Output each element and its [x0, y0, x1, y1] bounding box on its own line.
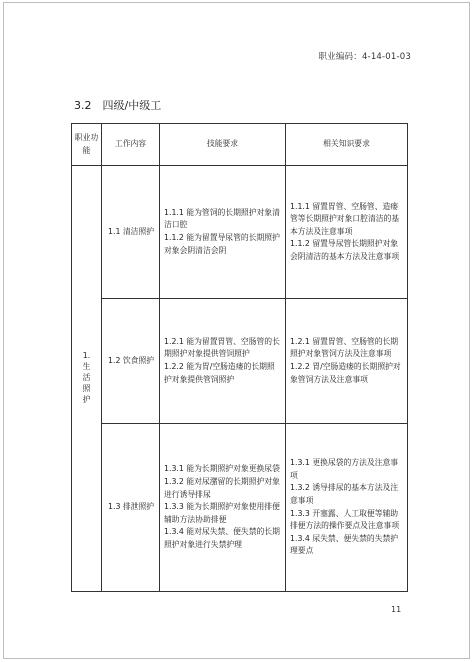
- function-label: 1. 生活照护: [82, 351, 91, 405]
- knowledge-item: 1.1.2 留置导尿管长期照护对象会阴清洁的基本方法及注意事项: [290, 239, 400, 261]
- table-row: [72, 166, 408, 299]
- skill-item: 1.1.2 能为留置导尿管的长期照护对象会阴清洁会阴: [164, 233, 280, 255]
- knowledge-item: 1.3.3 开塞露、人工取便等辅助排便方法的操作要点及注意事项: [290, 508, 400, 531]
- work-content-label: 1.2 饮食照护: [108, 355, 155, 365]
- knowledge-item: 1.1.1 留置胃管、空肠管、造瘘管等长期照护对象口腔清洁的基本方法及注意事项: [290, 201, 400, 236]
- header-knowledge-requirements: 相关知识要求: [286, 124, 408, 166]
- knowledge-item: 1.3.2 诱导排尿的基本方法及注意事项: [290, 483, 399, 505]
- section-title: 3.2 四级/中级工: [74, 99, 162, 112]
- skills-cell: [160, 166, 286, 299]
- skill-item: 1.2.1 能为留置胃管、空肠管的长期照护对象提供管饲照护: [164, 336, 280, 359]
- work-content-cell: [102, 299, 160, 424]
- knowledge-cell: [286, 299, 408, 424]
- skill-item: 1.2.2 能为胃/空肠造瘘的长期照护对象提供管饲照护: [164, 362, 275, 384]
- header-work-content: 工作内容: [102, 124, 160, 166]
- work-content-label: 1.3 排泄照护: [108, 502, 155, 512]
- page-number: 11: [391, 605, 402, 614]
- skill-item: 1.1.1 能为管饲的长期照护对象清洁口腔: [164, 207, 280, 230]
- table-row: [72, 424, 408, 592]
- skill-item: 1.3.2 能对尿潴留的长期照护对象进行诱导排尿: [164, 477, 280, 499]
- skill-item: 1.3.3 能为长期照护对象使用排便辅助方法协助排便: [164, 502, 280, 524]
- knowledge-item: 1.2.1 留置胃管、空肠管的长期照护对象管饲方法及注意事项: [290, 336, 399, 359]
- header-skill-requirements: 技能要求: [160, 124, 286, 166]
- skills-cell: [160, 299, 286, 424]
- knowledge-cell: [286, 424, 408, 592]
- knowledge-item: 1.2.2 胃/空肠造瘘的长期照护对象管饲方法及注意事项: [290, 362, 401, 384]
- knowledge-item: 1.3.4 尿失禁、便失禁的失禁护理要点: [290, 533, 399, 556]
- work-content-label: 1.1 清洁照护: [108, 226, 155, 236]
- work-content-cell: [102, 424, 160, 592]
- work-content-cell: [102, 166, 160, 299]
- knowledge-cell: [286, 166, 408, 299]
- knowledge-item: 1.3.1 更换尿袋的方法及注意事项: [290, 458, 399, 480]
- table-header-row: [72, 124, 408, 166]
- header-function: 职业功能: [72, 124, 102, 166]
- skills-cell: [160, 424, 286, 592]
- table-row: [72, 299, 408, 424]
- skills-table: [71, 123, 408, 592]
- occupation-code: 职业编码：4-14-01-03: [318, 52, 411, 62]
- function-cell: [72, 166, 102, 592]
- skill-item: 1.3.4 能对尿失禁、便失禁的长期照护对象进行失禁护理: [164, 527, 280, 549]
- skill-item: 1.3.1 能为长期照护对象更换尿袋: [164, 464, 280, 474]
